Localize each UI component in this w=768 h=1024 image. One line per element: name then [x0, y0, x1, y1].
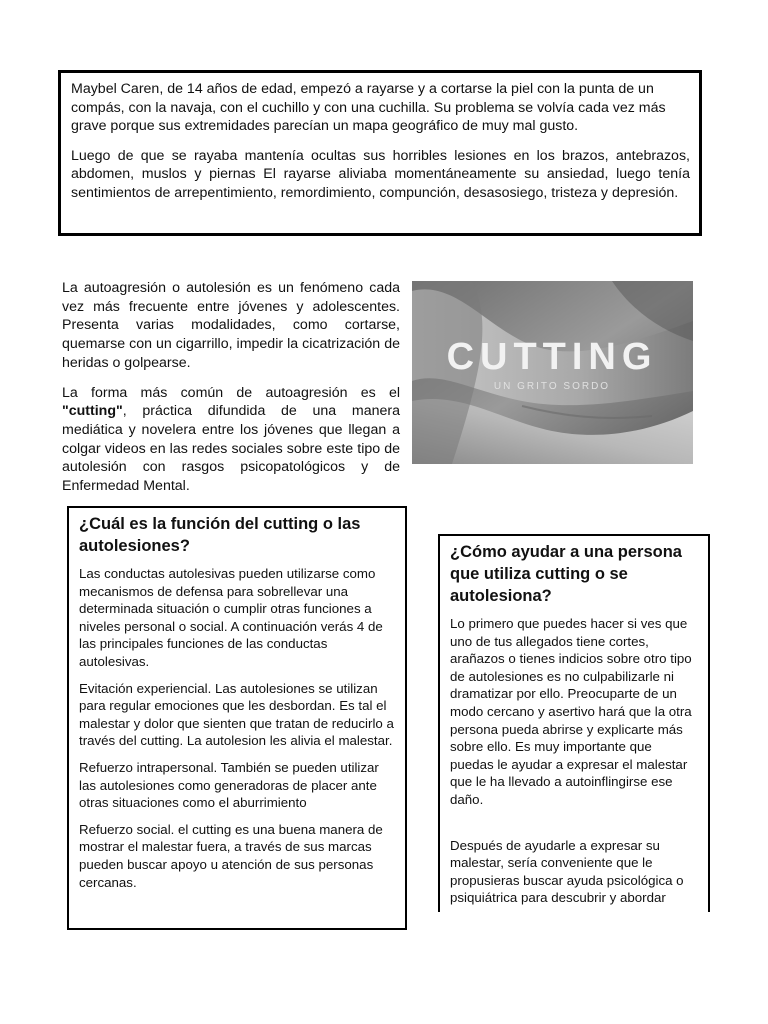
- help-box: [438, 534, 710, 912]
- help-paragraph-2: Después de ayudarle a expresar su malestar, sería conveniente que le propusieras buscar ayuda psicológica o psiquiátrica para descubrir y abordar: [450, 837, 684, 906]
- intro-paragraph-2-end: , práctica difundida de una manera mediática y novelera entre los jóvenes que llegan a colgar videos en las redes sociales sobre este tipo de autolesión con rasgos psicopatológicos y de Enfermedad Mental.: [62, 403, 400, 495]
- function-box: [67, 506, 407, 930]
- function-paragraph-4: Refuerzo social. el cutting es una buena manera de mostrar el malestar fuera, a través de sus marcas pueden buscar apoyo u atención de sus personas cercanas.: [79, 821, 383, 890]
- intro-section: [62, 279, 400, 507]
- function-paragraph-1: Las conductas autolesivas pueden utilizarse como mecanismos de defensa para sobrellevar una determinada situación o cumplir otras funciones a niveles personal o social. A continuación verás 4 de las principales funciones de las conductas autolesivas.: [79, 566, 383, 669]
- case-paragraph-1: Maybel Caren, de 14 años de edad, empezó a rayarse y a cortarse la piel con la punta de un compás, con la navaja, con el cuchillo y con una cuchilla. Su problema se volvía cada vez más grave porque sus extremidades parecían un mapa geográfico de muy mal gusto.: [71, 81, 666, 135]
- intro-paragraph-2-start: La forma más común de autoagresión es el: [62, 384, 400, 401]
- intro-paragraph-2: [62, 384, 400, 496]
- intro-paragraph-1: La autoagresión o autolesión es un fenómeno cada vez más frecuente entre jóvenes y adolescentes. Presenta varias modalidades, como cortarse, quemarse con un cigarrillo, impedir la cicatrización de heridas o golpearse.: [62, 280, 400, 371]
- cutting-cover-image: [412, 281, 693, 464]
- cutting-term: "cutting": [62, 403, 123, 420]
- cover-title: CUTTING: [446, 336, 658, 378]
- function-heading: ¿Cuál es la función del cutting o las autolesiones?: [79, 515, 361, 555]
- function-paragraph-2: Evitación experiencial. Las autolesiones se utilizan para regular emociones que les desbordan. Es tal el malestar y dolor que sienten que tratan de reducirlo a través del cutting. La autolesion les alivia el malestar.: [79, 680, 394, 749]
- case-quote-box: [58, 70, 702, 236]
- cover-subtitle: UN GRITO SORDO: [493, 381, 611, 392]
- function-paragraph-3: Refuerzo intrapersonal. También se pueden utilizar las autolesiones como generadoras de placer ante otras situaciones como el aburrimiento: [79, 759, 379, 811]
- help-paragraph-1: Lo primero que puedes hacer si ves que uno de tus allegados tiene cortes, arañazos o tienes indicios sobre otro tipo de autolesiones es no culpabilizarle ni dramatizar por ello. Preocuparte de un modo cercano y asertivo hará que la otra persona pueda abrirse y explicarte más sobre ello. Es muy importante que puedas le ayudar a expresar el malestar que le ha llevado a autoinflingirse ese daño.: [450, 616, 692, 807]
- case-paragraph-2: Luego de que se rayaba mantenía ocultas sus horribles lesiones en los brazos, antebrazos, abdomen, muslos y piernas El rayarse aliviaba momentáneamente su ansiedad, luego tenía sentimientos de arrepentimiento, remordimiento, compunción, desasosiego, tristeza y depresión.: [71, 147, 690, 201]
- help-heading: ¿Cómo ayudar a una persona que utiliza cutting o se autolesiona?: [450, 543, 682, 605]
